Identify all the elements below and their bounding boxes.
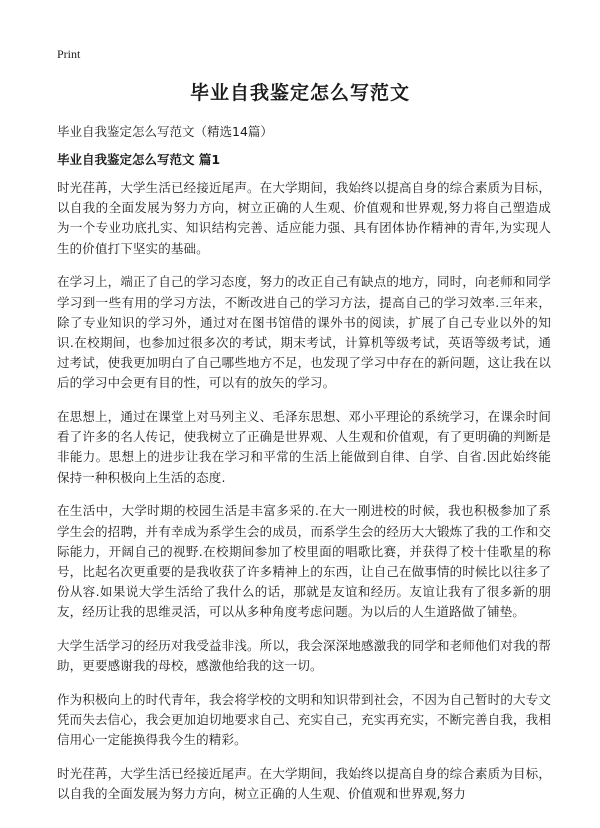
paragraph: 在生活中，大学时期的校园生活是丰富多采的.在大一刚进校的时候，我也积极参加了系学生会的招聘，并有幸成为系学生会的成员，而系学生会的经历大大锻炼了我的工作和交际能力，开阔自己的视野.在校期间参加了校里面的唱歌比赛，并获得了校十佳歌星的称号，比起名次更重要的是我收获了许多精神上的东西，让自己在做事情的时候比以往多了份从容.如果说大学生活给了我什么的话，那就是友谊和经历。友谊让我有了很多新的朋友，经历让我的思维灵活，可以从多种角度考虑问题。为以后的人生道路做了铺垫。 xyxy=(57,503,551,620)
section-heading: 毕业自我鉴定怎么写范文 篇1 xyxy=(57,152,221,167)
paragraph: 时光荏苒，大学生活已经接近尾声。在大学期间，我始终以提高自身的综合素质为目标，以自我的全面发展为努力方向，树立正确的人生观、价值观和世界观,努力将自己塑造成为一个专业功底扎实、知识结构完善、适应能力强、具有团体协作精神的青年,为实现人生的价值打下坚实的基础。 xyxy=(57,180,551,256)
paragraph: 大学生活学习的经历对我受益非浅。所以，我会深深地感激我的同学和老师他们对我的帮助，更要感谢我的母校，感激他给我的这一切。 xyxy=(57,638,551,674)
paragraph: 在思想上，通过在课堂上对马列主义、毛泽东思想、邓小平理论的系统学习，在课余时间看了许多的名人传记，使我树立了正确是世界观、人生观和价值观，有了更明确的判断是非能力。思想上的进步让我在学习和平常的生活上能做到自律、自学、自省.因此始终能保持一种积极向上生活的态度. xyxy=(57,409,551,485)
document-subtitle: 毕业自我鉴定怎么写范文（精选14篇） xyxy=(57,124,273,139)
paragraph: 时光荏苒，大学生活已经接近尾声。在大学期间，我始终以提高自身的综合素质为目标，以自我的全面发展为努力方向，树立正确的人生观、价值观和世界观,努力 xyxy=(57,766,551,802)
print-link[interactable]: Print xyxy=(57,47,81,61)
page-title: 毕业自我鉴定怎么写范文 xyxy=(189,82,410,104)
paragraph: 作为积极向上的时代青年，我会将学校的文明和知识带到社会，不因为自己暂时的大专文凭而失去信心，我会更加迫切地要求自己、充实自己，充实再充实，不断完善自我，我相信用心一定能换得我今生的精彩。 xyxy=(57,691,551,748)
paragraph: 在学习上，端正了自己的学习态度，努力的改正自己有缺点的地方，同时，向老师和同学学习到一些有用的学习方法，不断改进自己的学习方法，提高自己的学习效率.三年来，除了专业知识的学习外，通过对在图书馆借的课外书的阅读，扩展了自己专业以外的知识.在校期间，也参加过很多次的考试，期末考试，计算机等级考试，英语等级考试，通过考试，使我更加明白了自己哪些地方不足，也发现了学习中存在的新问题，这让我在以后的学习中会更有目的性，可以有的放矢的学习。 xyxy=(57,274,551,391)
document-body xyxy=(57,178,551,818)
